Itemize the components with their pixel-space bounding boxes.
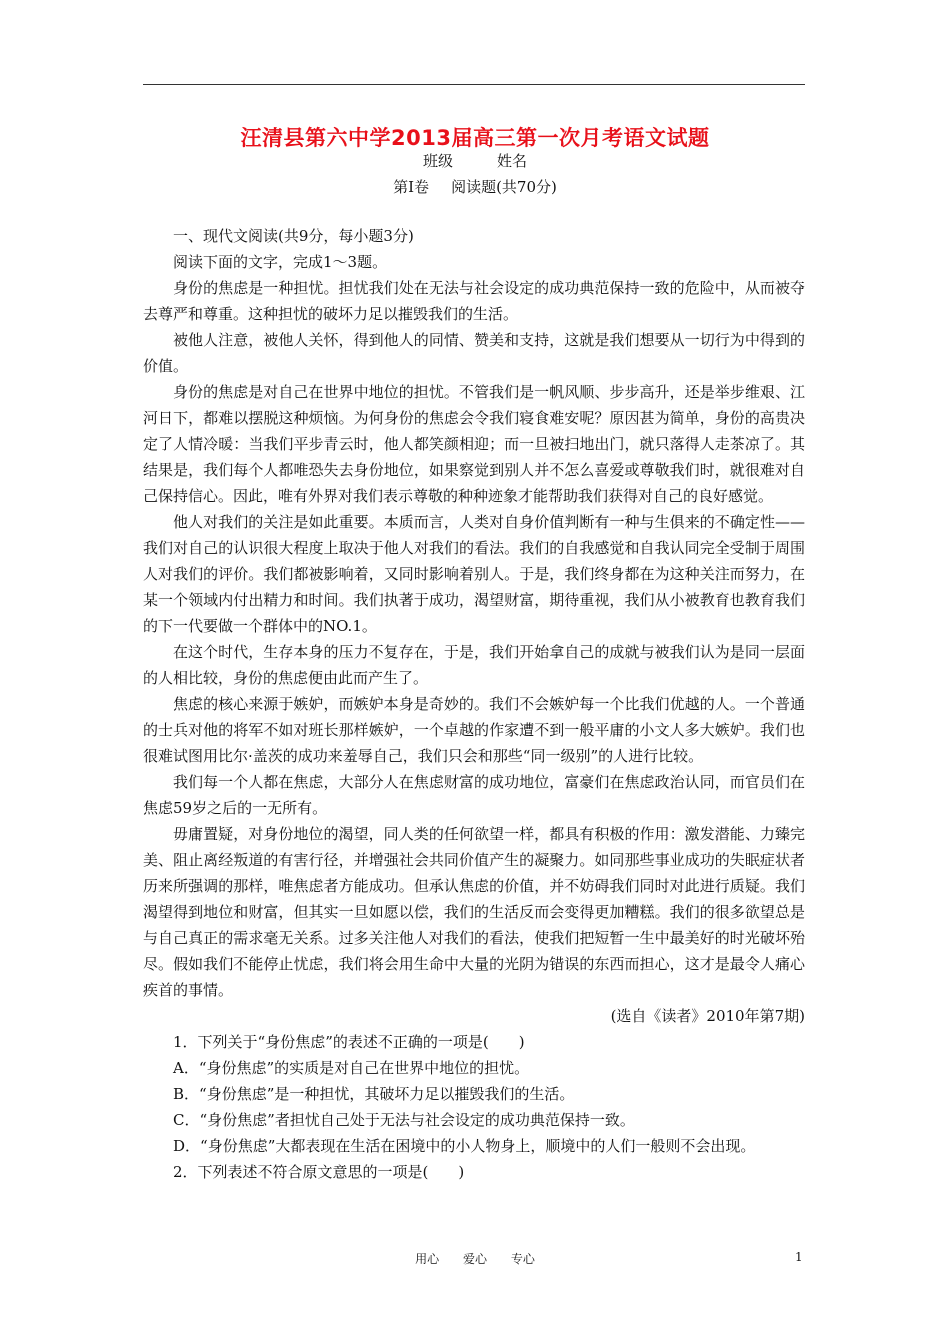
paragraph: 我们每一个人都在焦虑，大部分人在焦虑财富的成功地位，富豪们在焦虑政治认同，而官员们在焦虑59岁之后的一无所有。 bbox=[143, 773, 805, 817]
paragraph: 身份的焦虑是一种担忧。担忧我们处在无法与社会设定的成功典范保持一致的危险中，从而被夺去尊严和尊重。这种担忧的破坏力足以摧毁我们的生活。 bbox=[143, 279, 805, 323]
header-rule bbox=[143, 84, 805, 85]
footer-word: 爱心 bbox=[462, 1252, 487, 1266]
paragraph: 焦虑的核心来源于嫉妒，而嫉妒本身是奇妙的。我们不会嫉妒每一个比我们优越的人。一个普通的士兵对他的将军不如对班长那样嫉妒，一个卓越的作家遭不到一般平庸的小文人多大嫉妒。我们也很难试图用比尔·盖茨的成功来羞辱自己，我们只会和那些“同一级别”的人进行比较。 bbox=[143, 695, 805, 765]
option-a: A．“身份焦虑”的实质是对自己在世界中地位的担忧。 bbox=[173, 1059, 530, 1077]
volume-label: 第Ⅰ卷 bbox=[393, 178, 430, 196]
document-body bbox=[143, 223, 805, 1185]
option-d: D．“身份焦虑”大都表现在生活在困境中的小人物身上，顺境中的人们一般则不会出现。 bbox=[173, 1137, 756, 1155]
paragraph: 在这个时代，生存本身的压力不复存在，于是，我们开始拿自己的成就与被我们认为是同一层面的人相比较，身份的焦虑便由此而产生了。 bbox=[143, 643, 805, 687]
section-line bbox=[0, 176, 950, 197]
footer-word: 用心 bbox=[415, 1252, 440, 1266]
paragraph: 毋庸置疑，对身份地位的渴望，同人类的任何欲望一样，都具有积极的作用：激发潜能、力臻完美、阻止离经叛道的有害行径，并增强社会共同价值产生的凝聚力。如同那些事业成功的失眠症状者历来所强调的那样，唯焦虑者方能成功。但承认焦虑的价值，并不妨碍我们同时对此进行质疑。我们渴望得到地位和财富，但其实一旦如愿以偿，我们的生活反而会变得更加糟糕。我们的很多欲望总是与自己真正的需求毫无关系。过多关注他人对我们的看法，使我们把短暂一生中最美好的时光破坏殆尽。假如我们不能停止忧虑，我们将会用生命中大量的光阴为错误的东西而担心，这才是最令人痛心疾首的事情。 bbox=[143, 825, 805, 999]
class-label: 班级 bbox=[422, 152, 453, 170]
option-c: C．“身份焦虑”者担忧自己处于无法与社会设定的成功典范保持一致。 bbox=[173, 1111, 635, 1129]
option-b: B．“身份焦虑”是一种担忧，其破坏力足以摧毁我们的生活。 bbox=[173, 1085, 575, 1103]
page-footer bbox=[0, 1250, 950, 1267]
page-number: 1 bbox=[795, 1250, 803, 1264]
exam-title: 汪清县第六中学2013届高三第一次月考语文试题 bbox=[240, 126, 710, 150]
instruction: 阅读下面的文字，完成1～3题。 bbox=[173, 253, 388, 271]
footer-word: 专心 bbox=[510, 1252, 535, 1266]
source-citation: (选自《读者》2010年第7期) bbox=[610, 1007, 805, 1025]
question-1: 1．下列关于“身份焦虑”的表述不正确的一项是( ) bbox=[173, 1033, 525, 1051]
part-heading: 一、现代文阅读(共9分，每小题3分) bbox=[173, 227, 414, 245]
student-info-line bbox=[0, 150, 950, 171]
question-2: 2．下列表述不符合原文意思的一项是( ) bbox=[173, 1163, 465, 1181]
paragraph: 被他人注意，被他人关怀，得到他人的同情、赞美和支持，这就是我们想要从一切行为中得到的价值。 bbox=[143, 331, 805, 375]
section-title: 阅读题(共70分) bbox=[451, 178, 557, 196]
paragraph: 他人对我们的关注是如此重要。本质而言，人类对自身价值判断有一种与生俱来的不确定性——我们对自己的认识很大程度上取决于他人对我们的看法。我们的自我感觉和自我认同完全受制于周围人对我们的评价。我们都被影响着，又同时影响着别人。于是，我们终身都在为这种关注而努力，在某一个领域内付出精力和时间。我们执著于成功，渴望财富，期待重视，我们从小被教育也教育我们的下一代要做一个群体中的NO.1。 bbox=[143, 513, 805, 635]
paragraph: 身份的焦虑是对自己在世界中地位的担忧。不管我们是一帆风顺、步步高升，还是举步维艰、江河日下，都难以摆脱这种烦恼。为何身份的焦虑会令我们寝食难安呢？原因甚为简单，身份的高贵决定了人情冷暖：当我们平步青云时，他人都笑颜相迎；而一旦被扫地出门，就只落得人走茶凉了。其结果是，我们每个人都唯恐失去身份地位，如果察觉到别人并不怎么喜爱或尊敬我们时，就很难对自己保持信心。因此，唯有外界对我们表示尊敬的种种迹象才能帮助我们获得对自己的良好感觉。 bbox=[143, 383, 805, 505]
name-label: 姓名 bbox=[497, 152, 528, 170]
